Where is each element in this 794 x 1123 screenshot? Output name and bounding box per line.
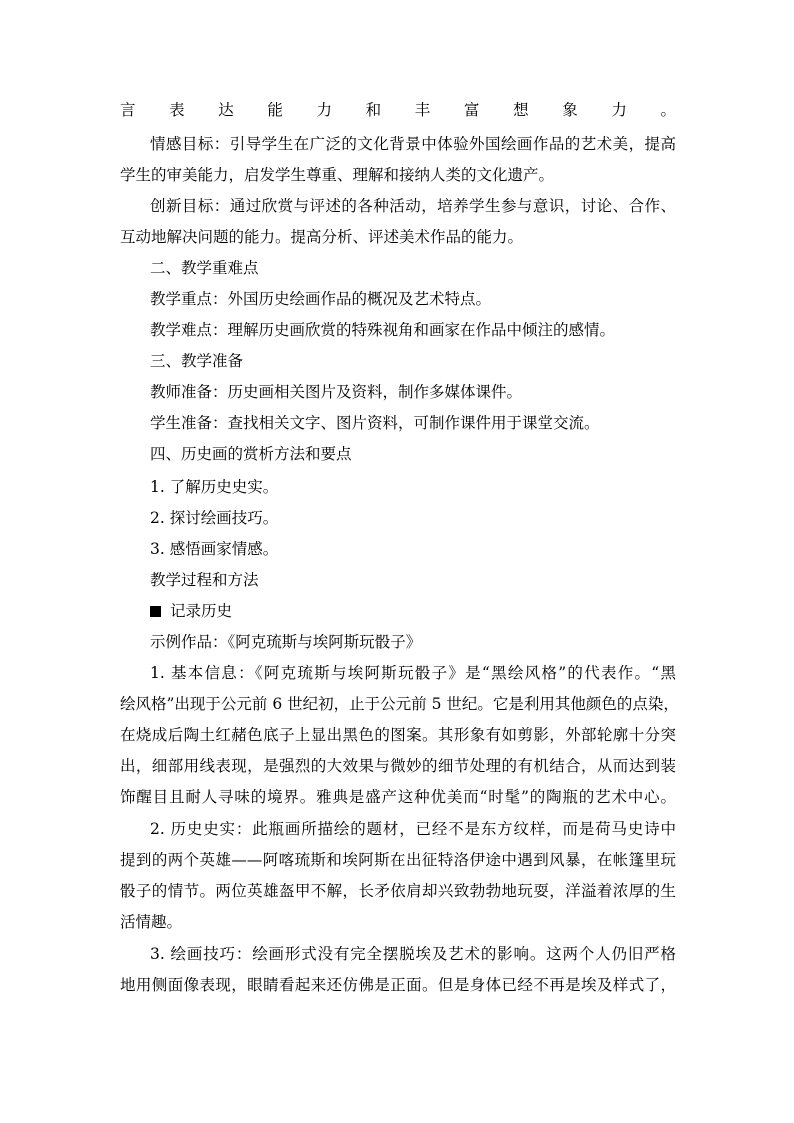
text-line: 互动地解决问题的能力。提高分析、评述美术作品的能力。 <box>120 228 524 246</box>
text-line: 在烧成后陶土红赭色底子上显出黑色的图案。其形象有如剪影，外部轮廓十分突 <box>120 726 676 744</box>
text-line: 教师准备：历史画相关图片及资料，制作多媒体课件。 <box>150 383 523 401</box>
text-line: 情感目标：引导学生在广泛的文化背景中体验外国绘画作品的艺术美，提高 <box>150 135 676 153</box>
text-line: 3. 绘画技巧：绘画形式没有完全摆脱埃及艺术的影响。这两个人仍旧严格 <box>150 945 676 963</box>
section-heading: 教学过程和方法 <box>150 571 259 589</box>
section-heading: 二、教学重难点 <box>150 259 259 277</box>
section-heading: 四、历史画的赏析方法和要点 <box>150 445 352 463</box>
text-line: 教学重点：外国历史绘画作品的概况及艺术特点。 <box>150 290 492 308</box>
text-line: 地用侧面像表现，眼睛看起来还仿佛是正面。但是身体已经不再是埃及样式了， <box>120 976 676 994</box>
text-line: 教学难点：理解历史画欣赏的特殊视角和画家在作品中倾注的感情。 <box>150 321 616 339</box>
text-line: 学生的审美能力，启发学生尊重、理解和接纳人类的文化遗产。 <box>120 166 555 184</box>
list-item: 3. 感悟画家情感。 <box>150 540 279 558</box>
bullet-heading <box>150 601 706 621</box>
text-line: 出，细部用线表现，是强烈的大效果与微妙的细节处理的有机结合，从而达到装 <box>120 757 676 775</box>
list-item: 2. 探讨绘画技巧。 <box>150 509 279 527</box>
black-square-bullet-icon <box>150 606 161 617</box>
section-heading: 三、教学准备 <box>150 352 244 370</box>
text-line: 骰子的情节。两位英雄盔甲不解，长矛依肩却兴致勃勃地玩耍，洋溢着浓厚的生 <box>120 882 676 900</box>
text-line: 2. 历史史实：此瓶画所描绘的题材，已经不是东方纹样，而是荷马史诗中 <box>150 820 676 838</box>
text-line: 活情趣。 <box>120 913 183 931</box>
text-line: 绘风格”出现于公元前 6 世纪初，止于公元前 5 世纪。它是利用其他颜色的点染， <box>120 695 679 713</box>
text-line: 示例作品：《阿克琉斯与埃阿斯玩骰子》 <box>150 633 422 651</box>
text-line: 学生准备：查找相关文字、图片资料，可制作课件用于课堂交流。 <box>150 414 600 432</box>
text-line: 1. 基本信息：《阿克琉斯与埃阿斯玩骰子》是“黑绘风格”的代表作。“黑 <box>150 664 676 682</box>
text-line: 饰醒目且耐人寻味的境界。雅典是盛产这种优美而“时髦”的陶瓶的艺术中心。 <box>120 788 676 806</box>
text-line: 言表达能力和丰富想象力。 <box>120 101 676 119</box>
text-line: 创新目标：通过欣赏与评述的各种活动，培养学生参与意识，讨论、合作、 <box>150 197 676 215</box>
bullet-heading-text: 记录历史 <box>170 602 233 620</box>
text-line: 提到的两个英雄——阿喀琉斯和埃阿斯在出征特洛伊途中遇到风暴，在帐篷里玩 <box>120 851 676 869</box>
list-item: 1. 了解历史史实。 <box>150 478 279 496</box>
